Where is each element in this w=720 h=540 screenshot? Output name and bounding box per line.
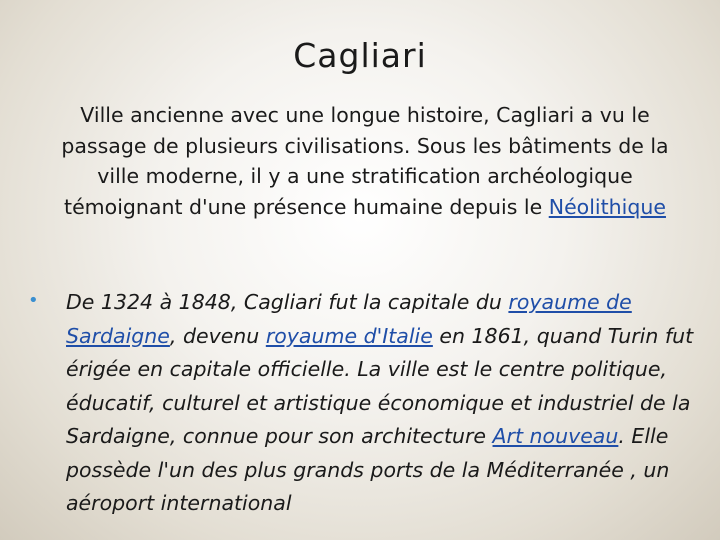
bullet-text-part3: en 1861, quand Turin fut érigée en capitale officielle. La ville est le centre politique, éducatif, culturel et artistique économique et industriel de la Sardaigne, connue pour son architecture — [66, 323, 694, 448]
bullet-text-part2: , devenu — [169, 323, 266, 348]
bullet-paragraph — [28, 286, 698, 521]
bullet-text-part4: . Elle possède l'un des plus grands ports de la Méditerranée , un aéroport international — [66, 424, 670, 515]
bullet-dot-icon: • — [28, 290, 39, 311]
bullet-item — [28, 286, 698, 521]
link-royaume-italie[interactable]: royaume d'Italie — [265, 323, 433, 348]
bullet-text-part1: De 1324 à 1848, Cagliari fut la capitale du — [66, 290, 509, 314]
intro-text: Ville ancienne avec une longue histoire, Cagliari a vu le passage de plusieurs civilisations. Sous les bâtiments de la ville moderne, il y a une stratification archéologique témoignant d'une présence humaine depuis le — [61, 103, 669, 219]
slide-title: Cagliari — [293, 36, 427, 75]
link-neolithique[interactable]: Néolithique — [548, 194, 666, 219]
intro-paragraph — [50, 100, 680, 222]
link-royaume-sardaigne[interactable]: royaume de Sardaigne — [66, 290, 632, 348]
link-art-nouveau[interactable]: Art nouveau — [492, 424, 619, 448]
